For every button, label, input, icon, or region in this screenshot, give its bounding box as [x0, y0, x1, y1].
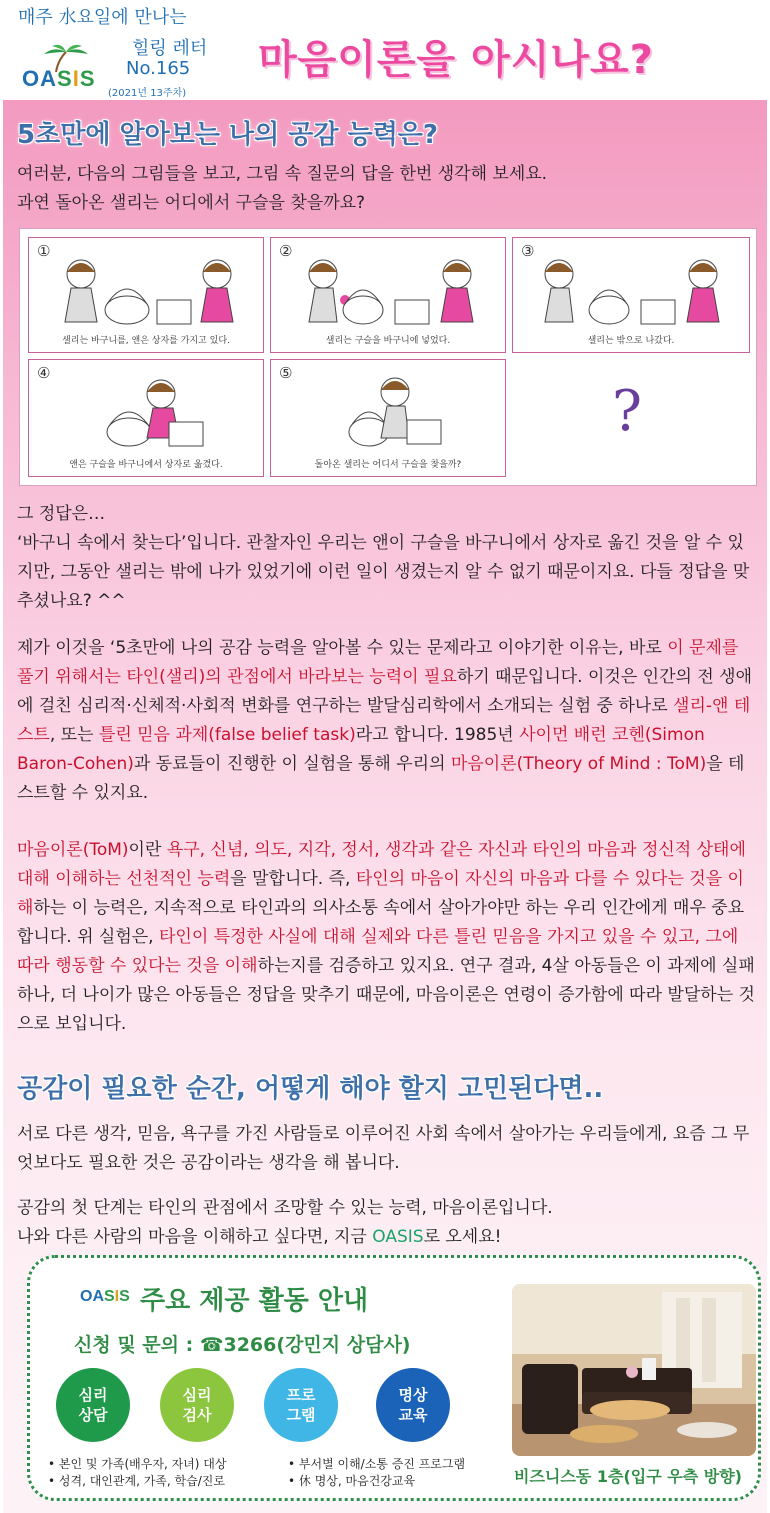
text-run: 과 동료들이 진행한 이 실험을 통해 우리의 — [133, 754, 451, 774]
panel-number: ③ — [521, 242, 535, 260]
panel-caption: 돌아온 샐리는 어디서 구슬을 찾을까? — [314, 460, 462, 470]
issue-number: No.165 — [126, 58, 191, 79]
highlight-text: 틀린 믿음 과제(false belief task) — [98, 725, 356, 745]
text-run: 라고 합니다. 1985년 — [355, 725, 520, 745]
bullet-item: • 休 명상, 마음건강교육 — [288, 1474, 416, 1488]
panel-caption: 샐리는 밖으로 나갔다. — [587, 336, 675, 346]
text-run: 을 테스트할 수 있지요. — [17, 754, 745, 803]
oasis-logo — [22, 44, 102, 92]
weekly-tagline: 매주 水요일에 만나는 — [18, 7, 187, 28]
text-run: 로 오세요! — [423, 1227, 502, 1247]
header — [0, 0, 770, 100]
lounge-photo-illustration — [512, 1284, 756, 1456]
circle-label: 프로 — [286, 1386, 316, 1404]
text-run: , 또는 — [49, 725, 99, 745]
service-counseling — [56, 1368, 130, 1442]
bullets-left — [48, 1456, 226, 1490]
circle-label: 검사 — [182, 1406, 212, 1424]
circle-label: 명상 — [398, 1386, 428, 1404]
service-meditation — [376, 1368, 450, 1442]
invite-line — [17, 1223, 757, 1252]
answer-explanation: 입니다. 관찰자인 우리는 앤이 구슬을 바구니에서 상자로 옮긴 것을 알 수 있지만, 그동안 샐리는 밖에 나가 있었기에 이런 일이 생겼는지 알 수 없기 때문이지요. 다들 정답을 맞추셨나요? ^^ — [17, 533, 750, 611]
text-run: 이란 — [128, 840, 167, 860]
comic-panel-4 — [28, 359, 264, 477]
panel-number: ② — [279, 242, 293, 260]
page-title: 마음이론을 아시나요? — [258, 37, 654, 83]
text-run: 하는 이 능력은, 지속적으로 타인과의 의사소통 속에서 살아가야만 하는 우리 인간에게 매우 중요합니다. 위 실험은, — [17, 898, 745, 947]
sally-anne-comic — [19, 228, 757, 486]
lounge-photo — [512, 1284, 756, 1456]
panel-caption: 앤은 구슬을 바구니에서 상자로 옮겼다. — [69, 460, 223, 470]
panel-number: ⑤ — [279, 364, 293, 382]
answer-quote: ‘바구니 속에서 찾는다’ — [17, 533, 187, 553]
question-mark: ? — [612, 379, 643, 444]
section-heading-empathy-test: 5초만에 알아보는 나의 공감 능력은? — [17, 120, 439, 150]
highlight-text: 타인의 마음이 자신의 마음과 다를 수 있다는 것을 이해 — [17, 869, 744, 918]
answer-intro: 그 정답은… — [17, 504, 106, 524]
panel-caption: 샐리는 구슬을 바구니에 넣었다. — [325, 336, 451, 346]
empathy-paragraph: 서로 다른 생각, 믿음, 욕구를 가진 사람들로 이루어진 사회 속에서 살아가는 우리들에게, 요즘 그 무엇보다도 필요한 것은 공감이라는 생각을 해 봅니다. — [17, 1124, 750, 1173]
panel-1-illustration — [29, 244, 265, 334]
service-program — [264, 1368, 338, 1442]
panel-number: ④ — [37, 364, 51, 382]
panel-number: ① — [37, 242, 51, 260]
highlight-text: 마음이론(Theory of Mind : ToM) — [450, 754, 707, 774]
circle-label: 교육 — [398, 1406, 428, 1424]
highlight-text: 샐리-앤 테스트 — [17, 696, 751, 745]
comic-panel-3 — [512, 237, 750, 353]
highlight-text: 타인이 특정한 사실에 대해 실제와 다른 틀린 믿음을 가지고 있을 수 있고, 그에 따라 행동할 수 있다는 것을 이해 — [17, 927, 739, 976]
highlight-text: 사이먼 배런 코헨(Simon Baron-Cohen) — [17, 725, 705, 774]
highlight-text: 마음이론(ToM) — [17, 840, 129, 860]
panel-3-illustration — [513, 244, 751, 334]
oasis-invite-paragraph — [17, 1194, 757, 1252]
answer-body — [17, 529, 757, 616]
comic-panel-1 — [28, 237, 264, 353]
location-label: 비즈니스동 1층(입구 우측 방향) — [514, 1467, 742, 1486]
activities-title: 주요 제공 활동 안내 — [140, 1286, 369, 1316]
intro-line-1: 여러분, 다음의 그림들을 보고, 그림 속 질문의 답을 한번 생각해 보세요. — [17, 164, 548, 184]
highlight-text: 욕구, 신념, 의도, 지각, 정서, 생각과 같은 자신과 타인의 마음과 정신적 상태에 대해 이해하는 선천적인 능력 — [17, 840, 746, 889]
circle-label: 그램 — [286, 1406, 316, 1424]
sally-anne-test-paragraph — [17, 634, 757, 808]
bullet-item: • 본인 및 가족(배우자, 자녀) 대상 — [48, 1457, 227, 1471]
bullet-item: • 부서별 이해/소통 증진 프로그램 — [288, 1457, 466, 1471]
answer-paragraph — [17, 500, 757, 616]
circle-label: 심리 — [78, 1386, 108, 1404]
bullets-right — [288, 1456, 465, 1490]
healing-letter-label: 힐링 레터 — [132, 38, 208, 59]
section-heading-empathy-moment: 공감이 필요한 순간, 어떻게 해야 할지 고민된다면.. — [17, 1074, 604, 1104]
service-assessment — [160, 1368, 234, 1442]
logo-wordmark: OASIS — [22, 66, 96, 91]
oasis-highlight: OASIS — [372, 1227, 424, 1247]
circle-label: 심리 — [182, 1386, 212, 1404]
oasis-logo-small: OASIS — [80, 1288, 130, 1305]
text-run: 하기 때문입니다. 이것은 인간의 전 생애에 걸친 심리적·신체적·사회적 변화를 연구하는 발달심리학에서 소개되는 실험 중 하나로 — [17, 667, 753, 716]
issue-week: (2021년 13주차) — [108, 88, 187, 99]
text-run: 하는지를 검증하고 있지요. 연구 결과, 4살 아동들은 이 과제에 실패하나, 더 나이가 많은 아동들은 정답을 맞추기 때문에, 마음이론은 연령이 증가함에 따라 발달하는 것으로 보입니다. — [17, 956, 755, 1034]
text-run: 공감의 첫 단계는 타인의 관점에서 조망할 수 있는 능력, 마음이론입니다. — [17, 1198, 553, 1218]
highlight-text: 이 문제를 풀기 위해서는 타인(샐리)의 관점에서 바라보는 능력이 필요 — [17, 638, 739, 687]
comic-panel-5 — [270, 359, 506, 477]
panel-5-illustration — [271, 366, 507, 456]
inquiry-contact: 신청 및 문의 : ☎3266(강민지 상담사) — [74, 1334, 411, 1356]
theory-of-mind-paragraph — [17, 836, 757, 1039]
text-run: 을 말합니다. 즉, — [230, 869, 356, 889]
circle-label: 상담 — [78, 1406, 108, 1424]
bullet-item: • 성격, 대인관계, 가족, 학습/진로 — [48, 1474, 225, 1488]
activities-box — [27, 1255, 761, 1501]
text-run: 제가 이것을 ‘5초만에 나의 공감 능력을 알아볼 수 있는 문제라고 이야기한 이유는, 바로 — [17, 638, 668, 658]
panel-4-illustration — [29, 366, 265, 456]
panel-caption: 샐리는 바구니를, 앤은 상자를 가지고 있다. — [62, 336, 230, 346]
text-run: 나와 다른 사람의 마음을 이해하고 싶다면, 지금 — [17, 1227, 373, 1247]
comic-panel-2 — [270, 237, 506, 353]
panel-2-illustration — [271, 244, 507, 334]
main-content — [3, 100, 767, 1513]
intro-line-2: 과연 돌아온 샐리는 어디에서 구슬을 찾을까요? — [17, 193, 366, 213]
